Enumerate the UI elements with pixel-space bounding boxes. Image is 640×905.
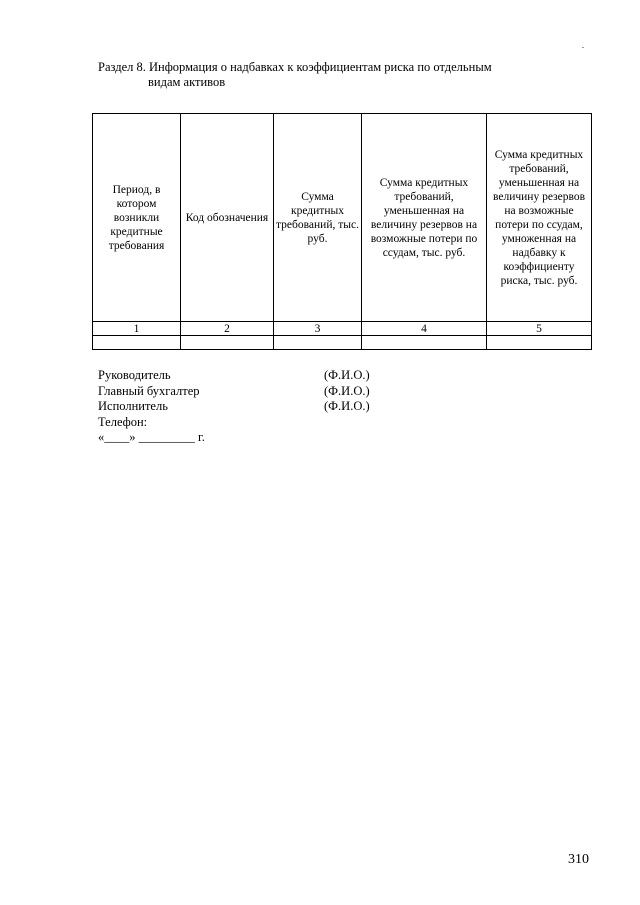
- table-header-row: [93, 114, 592, 322]
- section-title-line1: Раздел 8. Информация о надбавках к коэффициентам риска по отдельным: [98, 60, 492, 74]
- section-title: [98, 60, 492, 90]
- column-number: 4: [362, 322, 487, 336]
- signature-fio: (Ф.И.О.): [324, 399, 370, 413]
- signature-fio: (Ф.И.О.): [324, 383, 370, 398]
- signature-role: Главный бухгалтер: [98, 383, 200, 398]
- phone-label: Телефон:: [98, 414, 148, 429]
- section-title-line2: видам активов: [148, 75, 226, 89]
- column-number: 5: [487, 322, 592, 336]
- scan-speck: [582, 47, 584, 48]
- header-credit-sum-multiplied: Сумма кредитных требований, уменьшенная на величину резервов на возможные потери по ссудам, умноженная на надбавку к коэффициенту риска, тыс. руб.: [487, 114, 592, 322]
- report-table-container: [92, 113, 592, 350]
- table-cell: [181, 336, 274, 350]
- signature-role: Руководитель: [98, 368, 171, 382]
- date-line: «____» _________ г.: [98, 430, 205, 444]
- signature-row-accountant: [98, 383, 370, 400]
- header-credit-sum: Сумма кредитных требований, тыс. руб.: [274, 114, 362, 322]
- table-cell: [487, 336, 592, 350]
- header-code: Код обозначения: [181, 114, 274, 322]
- column-number: 2: [181, 322, 274, 336]
- column-number: 1: [93, 322, 181, 336]
- signature-fio: (Ф.И.О.): [324, 368, 370, 382]
- table-row: [93, 336, 592, 350]
- table-cell: [274, 336, 362, 350]
- table-cell: [93, 336, 181, 350]
- date-row: [98, 430, 205, 446]
- table-cell: [362, 336, 487, 350]
- signature-row-executor: [98, 399, 370, 415]
- phone-row: [98, 415, 205, 431]
- signature-role: Исполнитель: [98, 399, 168, 413]
- column-number: 3: [274, 322, 362, 336]
- report-table: [92, 113, 592, 350]
- header-credit-sum-reduced: Сумма кредитных требований, уменьшенная на величину резервов на возможные потери по ссудам, тыс. руб.: [362, 114, 487, 322]
- header-period: Период, в котором возникли кредитные требования: [93, 114, 181, 322]
- signature-row-head: [98, 368, 370, 384]
- column-numbers-row: [93, 322, 592, 336]
- page-number: 310: [568, 852, 589, 867]
- signature-block: [98, 368, 370, 446]
